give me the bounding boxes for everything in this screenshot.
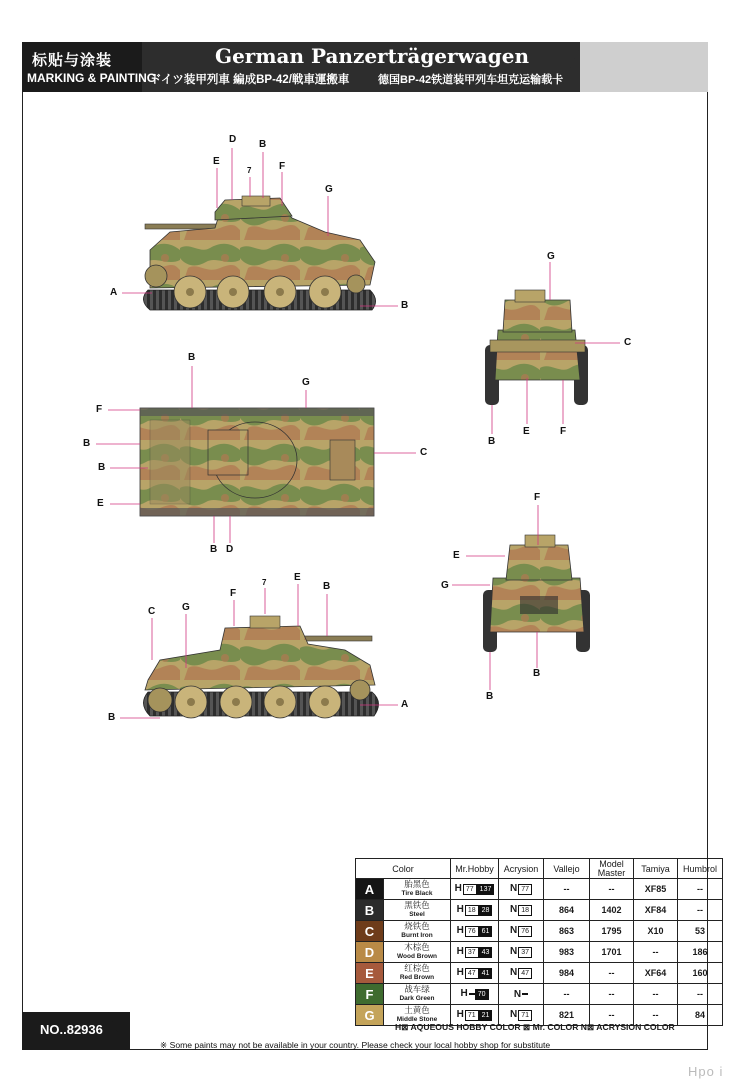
color-name-en: Middle Stone: [396, 1016, 438, 1023]
acrysion-number: 76: [518, 926, 532, 937]
color-name: [384, 942, 451, 963]
acrysion-code: N 18: [499, 900, 544, 921]
humbrol-code: 186: [678, 942, 723, 963]
color-letter: E: [356, 963, 384, 984]
color-name-cn: 烧铁色: [404, 921, 430, 931]
kit-number-notch: [108, 1012, 126, 1050]
mr-color-number: 61: [479, 926, 493, 937]
acrysion-number: 18: [518, 905, 532, 916]
paint-row: [356, 942, 723, 963]
color-name: [384, 879, 451, 900]
header-mr-hobby: Mr.Hobby: [451, 859, 499, 879]
mr-color-number: 21: [479, 1010, 493, 1021]
mr-color-number: 43: [479, 947, 493, 958]
callout-a: A: [110, 287, 118, 298]
acrysion-code: N 76: [499, 921, 544, 942]
color-letter: B: [356, 900, 384, 921]
section-title-cn: 标贴与涂装: [32, 52, 113, 69]
vallejo-code: --: [544, 879, 590, 900]
color-name: [384, 900, 451, 921]
mr-hobby-code: H 76 61: [451, 921, 499, 942]
callout-e: E: [523, 426, 530, 437]
callout-e: E: [213, 156, 220, 167]
mr-color-number: 41: [479, 968, 493, 979]
humbrol-code: --: [678, 984, 723, 1005]
callout-b: B: [83, 438, 91, 449]
mr-hobby-code: H 71 21: [451, 1005, 499, 1026]
callout-g: G: [302, 377, 310, 388]
callout-b: B: [98, 462, 106, 473]
callout-d: D: [226, 544, 234, 555]
color-letter: C: [356, 921, 384, 942]
callout-d: D: [229, 134, 237, 145]
model-master-code: --: [590, 879, 634, 900]
color-name-cn: 红棕色: [404, 963, 430, 973]
callout-f: F: [534, 492, 541, 503]
acrysion-code: N: [499, 984, 544, 1005]
side-view-right: [143, 616, 378, 718]
mr-color-number: 137: [477, 884, 495, 895]
tamiya-code: --: [634, 1005, 678, 1026]
tamiya-code: XF84: [634, 900, 678, 921]
mr-hobby-code: H 37 43: [451, 942, 499, 963]
paint-rows: [356, 879, 723, 1026]
vallejo-code: 983: [544, 942, 590, 963]
acrysion-code: N 71: [499, 1005, 544, 1026]
vallejo-code: 821: [544, 1005, 590, 1026]
color-name-cn: 战车绿: [404, 984, 430, 994]
callout-g: G: [325, 184, 333, 195]
header-color: Color: [356, 859, 451, 879]
paint-legend: H⊠ AQUEOUS HOBBY COLOR ⊠ Mr. COLOR N⊠ ACRYSION COLOR: [395, 1022, 675, 1032]
humbrol-code: 53: [678, 921, 723, 942]
header-vallejo: Vallejo: [544, 859, 590, 879]
color-name-cn: 胎黑色: [404, 879, 430, 889]
mr-hobby-code: H 47 41: [451, 963, 499, 984]
hobby-number: 18: [465, 905, 479, 916]
tamiya-code: XF85: [634, 879, 678, 900]
color-name-en: Tire Black: [401, 890, 433, 897]
acrysion-code: N 77: [499, 879, 544, 900]
hobby-number: 76: [465, 926, 479, 937]
header-model-master: Model Master: [590, 859, 634, 879]
callout-a: A: [401, 699, 409, 710]
color-name-cn: 木棕色: [404, 942, 430, 952]
tamiya-code: --: [634, 942, 678, 963]
model-master-code: --: [590, 963, 634, 984]
acrysion-number: 47: [518, 968, 532, 979]
model-master-code: 1701: [590, 942, 634, 963]
mr-color-number: 70: [475, 989, 489, 1000]
tamiya-code: XF64: [634, 963, 678, 984]
hobby-number: 37: [465, 947, 479, 958]
callout-e: E: [453, 550, 460, 561]
color-name-en: Wood Brown: [397, 953, 437, 960]
paint-table: [355, 858, 723, 1026]
callout-f: F: [560, 426, 567, 437]
model-master-code: 1402: [590, 900, 634, 921]
hobby-number: 47: [465, 968, 479, 979]
paint-row: [356, 879, 723, 900]
top-view: [140, 408, 374, 516]
availability-note: ※ Some paints may not be available in your country. Please check your local hobby shop for substitute: [160, 1040, 551, 1050]
vallejo-code: --: [544, 984, 590, 1005]
paint-row: [356, 963, 723, 984]
vallejo-code: 863: [544, 921, 590, 942]
paint-row: [356, 984, 723, 1005]
section-title-en: MARKING & PAINTING: [27, 71, 157, 85]
acrysion-number: 37: [518, 947, 532, 958]
tamiya-code: X10: [634, 921, 678, 942]
mr-color-number: 28: [479, 905, 493, 916]
callout-f: F: [96, 404, 103, 415]
model-master-code: --: [590, 1005, 634, 1026]
color-letter: D: [356, 942, 384, 963]
rear-view: [483, 535, 590, 652]
acrysion-code: N 37: [499, 942, 544, 963]
callout-g: G: [441, 580, 449, 591]
humbrol-code: --: [678, 879, 723, 900]
callout-b: B: [259, 139, 267, 150]
callout-c: C: [420, 447, 428, 458]
color-name: [384, 963, 451, 984]
paint-row: [356, 900, 723, 921]
model-master-code: 1795: [590, 921, 634, 942]
hobby-number: 77: [463, 884, 477, 895]
callout-e: E: [294, 572, 301, 583]
callout-g: G: [182, 602, 190, 613]
subtitle-jp: ドイツ装甲列車 編成BP-42/戦車運搬車: [150, 74, 350, 86]
header-humbrol: Humbrol: [678, 859, 723, 879]
acrysion-number: 71: [518, 1010, 532, 1021]
callout-b: B: [533, 668, 541, 679]
callout-b: B: [401, 300, 409, 311]
acrysion-number: 77: [518, 884, 532, 895]
callout-b: B: [210, 544, 218, 555]
color-name-en: Dark Green: [399, 995, 435, 1002]
mr-hobby-code: H 70: [451, 984, 499, 1005]
color-name-cn: 土黄色: [404, 1005, 430, 1015]
callout-f: F: [279, 161, 286, 172]
callout-seven: 7: [247, 166, 252, 175]
hobby-number: 71: [465, 1010, 479, 1021]
front-view: [485, 290, 588, 405]
page-title: German Panzerträgerwagen: [215, 44, 529, 68]
callout-c: C: [624, 337, 632, 348]
callout-b: B: [486, 691, 494, 702]
callout-e: E: [97, 498, 104, 509]
watermark: Hpo i: [688, 1064, 724, 1079]
acrysion-code: N 47: [499, 963, 544, 984]
callout-g: G: [547, 251, 555, 262]
callout-c: C: [148, 606, 156, 617]
color-letter: G: [356, 1005, 384, 1026]
color-name: [384, 921, 451, 942]
callout-b: B: [488, 436, 496, 447]
humbrol-code: 84: [678, 1005, 723, 1026]
kit-number: NO..82936: [22, 1012, 130, 1050]
header-acrysion: Acrysion: [499, 859, 544, 879]
color-letter: A: [356, 879, 384, 900]
vallejo-code: 984: [544, 963, 590, 984]
acrysion-number: [522, 993, 528, 995]
color-name-en: Red Brown: [399, 974, 435, 981]
header-tamiya: Tamiya: [634, 859, 678, 879]
tamiya-code: --: [634, 984, 678, 1005]
color-letter: F: [356, 984, 384, 1005]
paint-row: [356, 921, 723, 942]
callout-seven: 7: [262, 578, 267, 587]
model-master-code: --: [590, 984, 634, 1005]
callout-b: B: [108, 712, 116, 723]
mr-hobby-code: H 77 137: [451, 879, 499, 900]
mr-hobby-code: H 18 28: [451, 900, 499, 921]
subtitle-cn: 德国BP-42铁道装甲列车坦克运输载卡: [378, 74, 564, 86]
color-name-en: Steel: [409, 911, 425, 918]
humbrol-code: --: [678, 900, 723, 921]
callout-b: B: [323, 581, 331, 592]
callout-f: F: [230, 588, 237, 599]
side-view-left: [143, 196, 375, 310]
humbrol-code: 160: [678, 963, 723, 984]
vallejo-code: 864: [544, 900, 590, 921]
color-name-cn: 黑铁色: [404, 900, 430, 910]
callout-b: B: [188, 352, 196, 363]
color-name-en: Burnt Iron: [401, 932, 433, 939]
color-name: [384, 984, 451, 1005]
